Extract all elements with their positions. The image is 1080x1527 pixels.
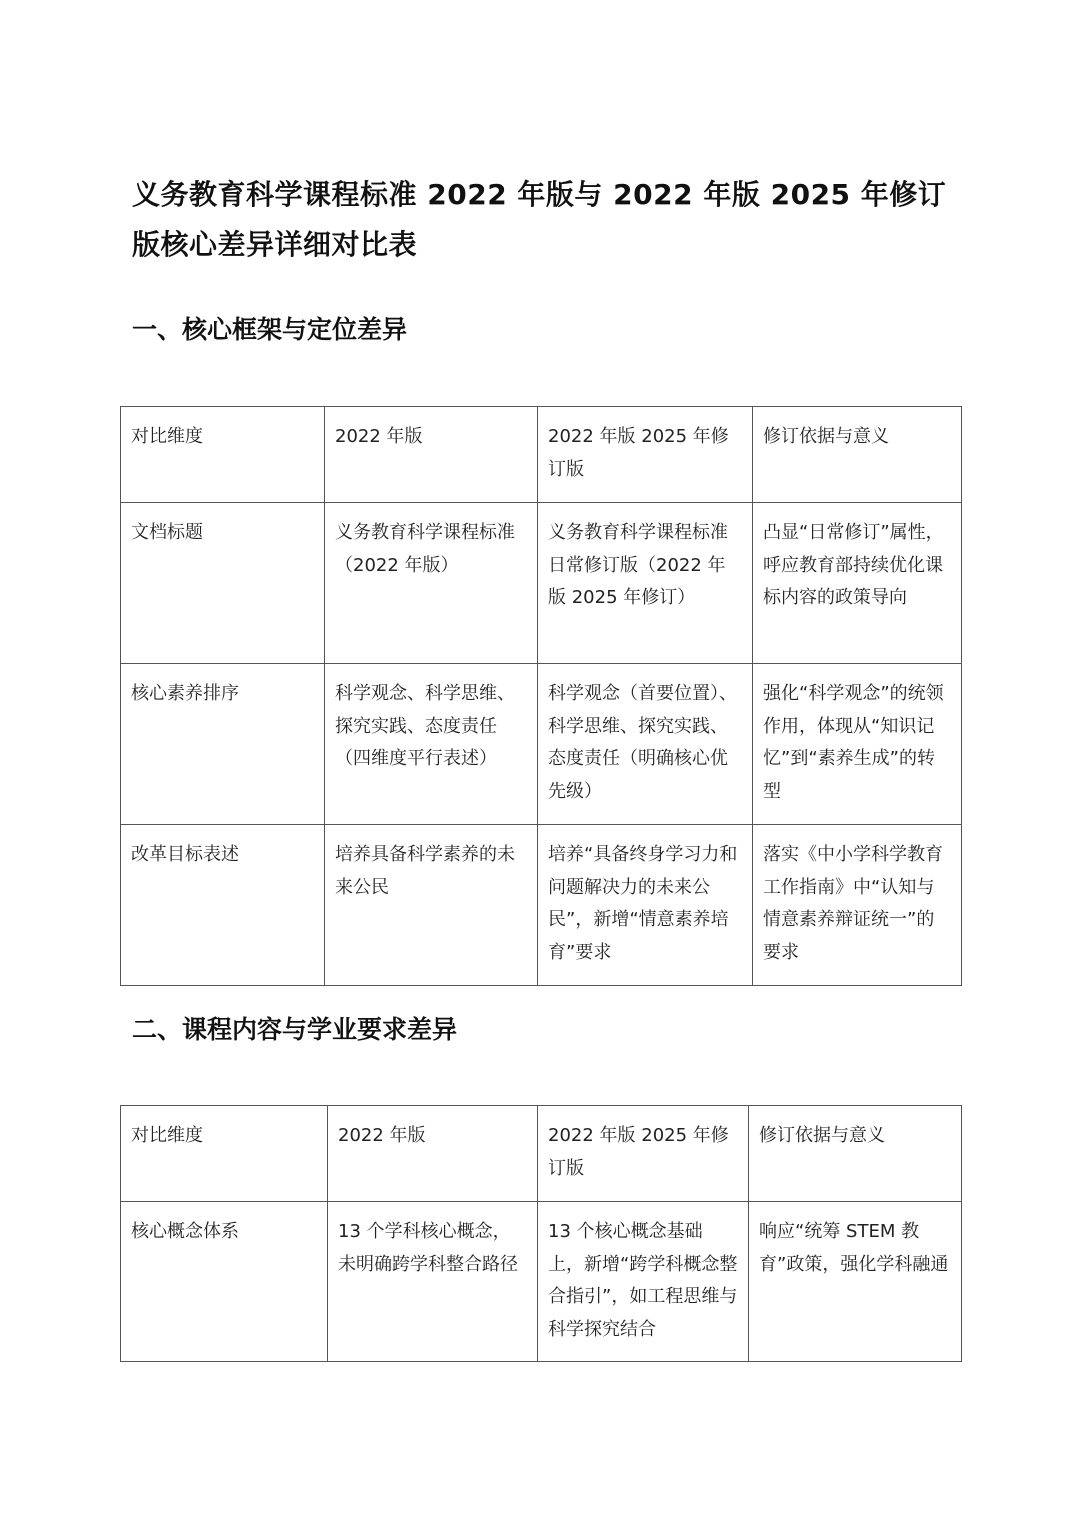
cell-2022: 培养具备科学素养的未来公民 — [325, 825, 538, 986]
cell-2025-revision: 13 个核心概念基础上，新增“跨学科概念整合指引”，如工程思维与科学探究结合 — [538, 1202, 749, 1362]
header-cell-2022: 2022 年版 — [328, 1106, 538, 1202]
cell-dimension: 改革目标表述 — [121, 825, 325, 986]
header-cell-2025-revision: 2022 年版 2025 年修订版 — [538, 407, 753, 503]
cell-2022: 科学观念、科学思维、探究实践、态度责任（四维度平行表述） — [325, 664, 538, 825]
header-cell-2025-revision: 2022 年版 2025 年修订版 — [538, 1106, 749, 1202]
cell-2025-revision: 科学观念（首要位置）、科学思维、探究实践、态度责任（明确核心优先级） — [538, 664, 753, 825]
header-cell-rationale: 修订依据与意义 — [753, 407, 962, 503]
cell-2022: 义务教育科学课程标准（2022 年版） — [325, 503, 538, 664]
cell-2022: 13 个学科核心概念，未明确跨学科整合路径 — [328, 1202, 538, 1362]
header-cell-dimension: 对比维度 — [121, 407, 325, 503]
header-cell-dimension: 对比维度 — [121, 1106, 328, 1202]
table-row — [121, 1202, 962, 1362]
header-cell-rationale: 修订依据与意义 — [749, 1106, 962, 1202]
table-row — [121, 664, 962, 825]
cell-2025-revision: 培养“具备终身学习力和问题解决力的未来公民”，新增“情意素养培育”要求 — [538, 825, 753, 986]
cell-dimension: 核心素养排序 — [121, 664, 325, 825]
cell-rationale: 凸显“日常修订”属性，呼应教育部持续优化课标内容的政策导向 — [753, 503, 962, 664]
cell-dimension: 核心概念体系 — [121, 1202, 328, 1362]
cell-2025-revision: 义务教育科学课程标准 日常修订版（2022 年版 2025 年修订） — [538, 503, 753, 664]
section-heading-framework: 一、核心框架与定位差异 — [132, 315, 408, 344]
table-header-row — [121, 1106, 962, 1202]
table-header-row — [121, 407, 962, 503]
cell-rationale: 落实《中小学科学教育工作指南》中“认知与情意素养辩证统一”的要求 — [753, 825, 962, 986]
cell-rationale: 强化“科学观念”的统领作用，体现从“知识记忆”到“素养生成”的转型 — [753, 664, 962, 825]
cell-rationale: 响应“统筹 STEM 教育”政策，强化学科融通 — [749, 1202, 962, 1362]
comparison-table-content — [120, 1105, 962, 1362]
cell-dimension: 文档标题 — [121, 503, 325, 664]
table-row — [121, 503, 962, 664]
section-heading-content: 二、课程内容与学业要求差异 — [132, 1015, 458, 1044]
header-cell-2022: 2022 年版 — [325, 407, 538, 503]
comparison-table-framework — [120, 406, 962, 986]
table-row — [121, 825, 962, 986]
document-title: 义务教育科学课程标准 2022 年版与 2022 年版 2025 年修订版核心差异详细对比表 — [132, 178, 947, 261]
